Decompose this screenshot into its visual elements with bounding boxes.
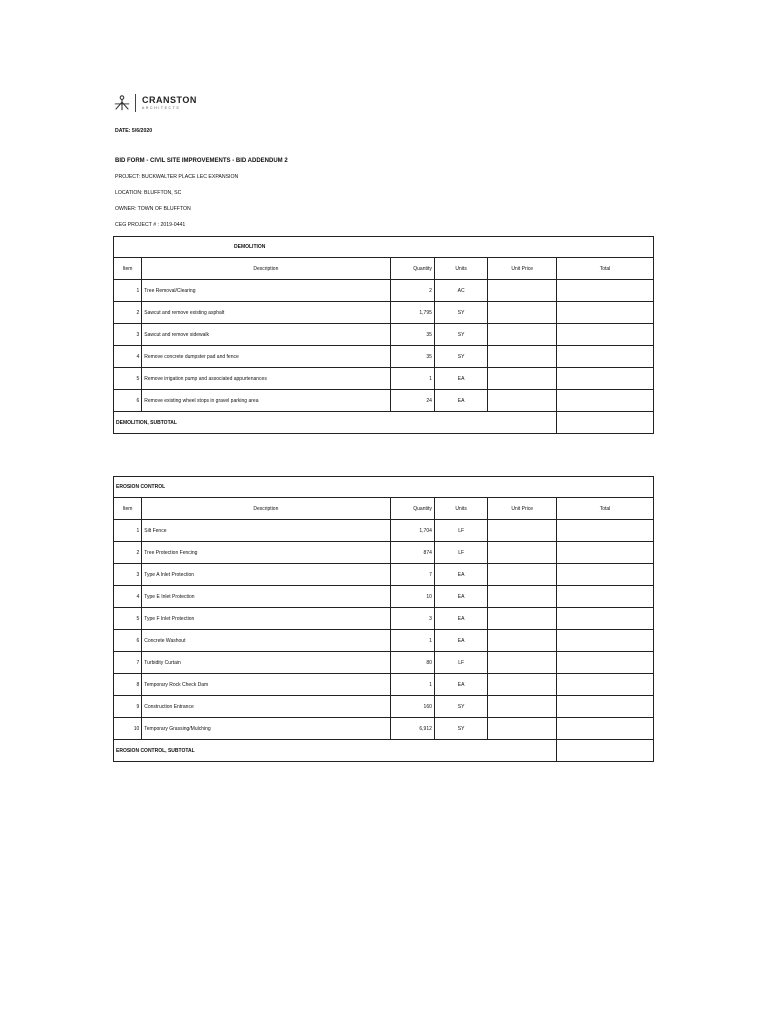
row-unit-price-field[interactable] xyxy=(488,280,557,302)
erosion-subtotal-field[interactable] xyxy=(557,740,654,762)
bid-form-title: BID FORM - CIVIL SITE IMPROVEMENTS - BID ADDENDUM 2 xyxy=(115,158,288,164)
row-description: Type A Inlet Protection xyxy=(142,564,390,586)
erosion-section-title: EROSION CONTROL xyxy=(114,477,654,498)
row-quantity: 10 xyxy=(390,586,434,608)
col-header-quantity: Quantity xyxy=(390,258,434,280)
demolition-section-title: DEMOLITION xyxy=(114,237,654,258)
erosion-subtotal-label: EROSION CONTROL, SUBTOTAL xyxy=(114,740,557,762)
row-total-field[interactable] xyxy=(557,324,654,346)
col-header-description: Description xyxy=(142,258,390,280)
row-units: EA xyxy=(434,564,487,586)
row-total-field[interactable] xyxy=(557,696,654,718)
table-row xyxy=(114,696,654,718)
table-row xyxy=(114,346,654,368)
row-item-number: 7 xyxy=(114,652,142,674)
row-item-number: 6 xyxy=(114,390,142,412)
demolition-subtotal-label: DEMOLITION, SUBTOTAL xyxy=(114,412,557,434)
col-header-unit-price: Unit Price xyxy=(488,258,557,280)
col-header-total: Total xyxy=(557,258,654,280)
row-item-number: 4 xyxy=(114,586,142,608)
row-item-number: 3 xyxy=(114,564,142,586)
row-unit-price-field[interactable] xyxy=(488,652,557,674)
row-item-number: 5 xyxy=(114,608,142,630)
date-line: DATE: 5/6/2020 xyxy=(115,128,153,134)
table-row xyxy=(114,586,654,608)
col-header-total: Total xyxy=(557,498,654,520)
table-row xyxy=(114,302,654,324)
row-item-number: 3 xyxy=(114,324,142,346)
table-row xyxy=(114,564,654,586)
row-total-field[interactable] xyxy=(557,630,654,652)
logo-name: CRANSTON xyxy=(142,94,197,105)
row-description: Construction Entrance xyxy=(142,696,390,718)
row-unit-price-field[interactable] xyxy=(488,346,557,368)
row-description: Temporary Rock Check Dam xyxy=(142,674,390,696)
table-row xyxy=(114,368,654,390)
col-header-units: Units xyxy=(434,498,487,520)
row-total-field[interactable] xyxy=(557,608,654,630)
row-unit-price-field[interactable] xyxy=(488,520,557,542)
row-description: Sawcut and remove existing asphalt xyxy=(142,302,390,324)
table-row xyxy=(114,390,654,412)
row-units: EA xyxy=(434,608,487,630)
row-description: Remove concrete dumpster pad and fence xyxy=(142,346,390,368)
row-description: Silt Fence xyxy=(142,520,390,542)
row-description: Type E Inlet Protection xyxy=(142,586,390,608)
logo-subtitle: ARCHITECTS xyxy=(142,105,181,110)
row-item-number: 1 xyxy=(114,520,142,542)
col-header-unit-price: Unit Price xyxy=(488,498,557,520)
row-total-field[interactable] xyxy=(557,280,654,302)
table-row xyxy=(114,280,654,302)
row-item-number: 4 xyxy=(114,346,142,368)
owner-line: OWNER: TOWN OF BLUFFTON xyxy=(115,206,191,212)
row-units: LF xyxy=(434,652,487,674)
row-description: Tree Removal/Clearing xyxy=(142,280,390,302)
row-total-field[interactable] xyxy=(557,564,654,586)
row-quantity: 24 xyxy=(390,390,434,412)
row-units: EA xyxy=(434,674,487,696)
table-row xyxy=(114,718,654,740)
row-unit-price-field[interactable] xyxy=(488,368,557,390)
row-units: SY xyxy=(434,346,487,368)
row-quantity: 1 xyxy=(390,630,434,652)
row-units: SY xyxy=(434,718,487,740)
row-units: SY xyxy=(434,696,487,718)
row-total-field[interactable] xyxy=(557,390,654,412)
row-quantity: 7 xyxy=(390,564,434,586)
col-header-description: Description xyxy=(142,498,390,520)
demolition-table xyxy=(113,236,654,434)
row-quantity: 35 xyxy=(390,324,434,346)
row-total-field[interactable] xyxy=(557,346,654,368)
row-unit-price-field[interactable] xyxy=(488,674,557,696)
row-description: Type F Inlet Protection xyxy=(142,608,390,630)
row-description: Remove existing wheel stops in gravel parking area xyxy=(142,390,390,412)
row-unit-price-field[interactable] xyxy=(488,586,557,608)
row-quantity: 2 xyxy=(390,280,434,302)
row-quantity: 1 xyxy=(390,368,434,390)
row-units: LF xyxy=(434,542,487,564)
ceg-project-line: CEG PROJECT # : 2019-0441 xyxy=(115,222,186,228)
row-total-field[interactable] xyxy=(557,302,654,324)
row-quantity: 3 xyxy=(390,608,434,630)
row-total-field[interactable] xyxy=(557,652,654,674)
row-quantity: 1,795 xyxy=(390,302,434,324)
row-quantity: 1 xyxy=(390,674,434,696)
erosion-control-table xyxy=(113,476,654,762)
project-line: PROJECT: BUCKWALTER PLACE LEC EXPANSION xyxy=(115,174,239,180)
logo-divider xyxy=(135,94,136,112)
table-row xyxy=(114,630,654,652)
row-unit-price-field[interactable] xyxy=(488,302,557,324)
cranston-mark-icon xyxy=(113,94,131,112)
row-unit-price-field[interactable] xyxy=(488,542,557,564)
row-units: EA xyxy=(434,586,487,608)
row-total-field[interactable] xyxy=(557,674,654,696)
row-units: SY xyxy=(434,302,487,324)
row-total-field[interactable] xyxy=(557,718,654,740)
row-item-number: 2 xyxy=(114,302,142,324)
row-total-field[interactable] xyxy=(557,520,654,542)
row-unit-price-field[interactable] xyxy=(488,630,557,652)
location-line: LOCATION: BLUFFTON, SC xyxy=(115,190,182,196)
row-unit-price-field[interactable] xyxy=(488,718,557,740)
row-unit-price-field[interactable] xyxy=(488,564,557,586)
row-units: EA xyxy=(434,630,487,652)
row-description: Sawcut and remove sidewalk xyxy=(142,324,390,346)
row-description: Tree Protection Fencing xyxy=(142,542,390,564)
row-description: Remove irrigation pump and associated appurtenances xyxy=(142,368,390,390)
row-item-number: 8 xyxy=(114,674,142,696)
row-description: Turbidity Curtain xyxy=(142,652,390,674)
row-total-field[interactable] xyxy=(557,542,654,564)
row-item-number: 9 xyxy=(114,696,142,718)
table-row xyxy=(114,542,654,564)
row-units: AC xyxy=(434,280,487,302)
row-item-number: 5 xyxy=(114,368,142,390)
table-row xyxy=(114,608,654,630)
row-description: Temporary Grassing/Mulching xyxy=(142,718,390,740)
row-quantity: 1,704 xyxy=(390,520,434,542)
row-quantity: 35 xyxy=(390,346,434,368)
row-total-field[interactable] xyxy=(557,586,654,608)
row-quantity: 80 xyxy=(390,652,434,674)
table-row xyxy=(114,674,654,696)
demolition-subtotal-field[interactable] xyxy=(557,412,654,434)
row-units: SY xyxy=(434,324,487,346)
col-header-item: Item xyxy=(114,498,142,520)
row-item-number: 10 xyxy=(114,718,142,740)
table-row xyxy=(114,324,654,346)
row-quantity: 160 xyxy=(390,696,434,718)
col-header-quantity: Quantity xyxy=(390,498,434,520)
table-row xyxy=(114,652,654,674)
row-units: EA xyxy=(434,368,487,390)
row-unit-price-field[interactable] xyxy=(488,390,557,412)
row-quantity: 6,912 xyxy=(390,718,434,740)
row-item-number: 6 xyxy=(114,630,142,652)
row-unit-price-field[interactable] xyxy=(488,696,557,718)
row-unit-price-field[interactable] xyxy=(488,608,557,630)
cranston-logo xyxy=(113,92,197,114)
row-item-number: 2 xyxy=(114,542,142,564)
col-header-item: Item xyxy=(114,258,142,280)
col-header-units: Units xyxy=(434,258,487,280)
table-row xyxy=(114,520,654,542)
row-item-number: 1 xyxy=(114,280,142,302)
row-total-field[interactable] xyxy=(557,368,654,390)
row-units: EA xyxy=(434,390,487,412)
row-quantity: 874 xyxy=(390,542,434,564)
row-units: LF xyxy=(434,520,487,542)
row-unit-price-field[interactable] xyxy=(488,324,557,346)
row-description: Concrete Washout xyxy=(142,630,390,652)
